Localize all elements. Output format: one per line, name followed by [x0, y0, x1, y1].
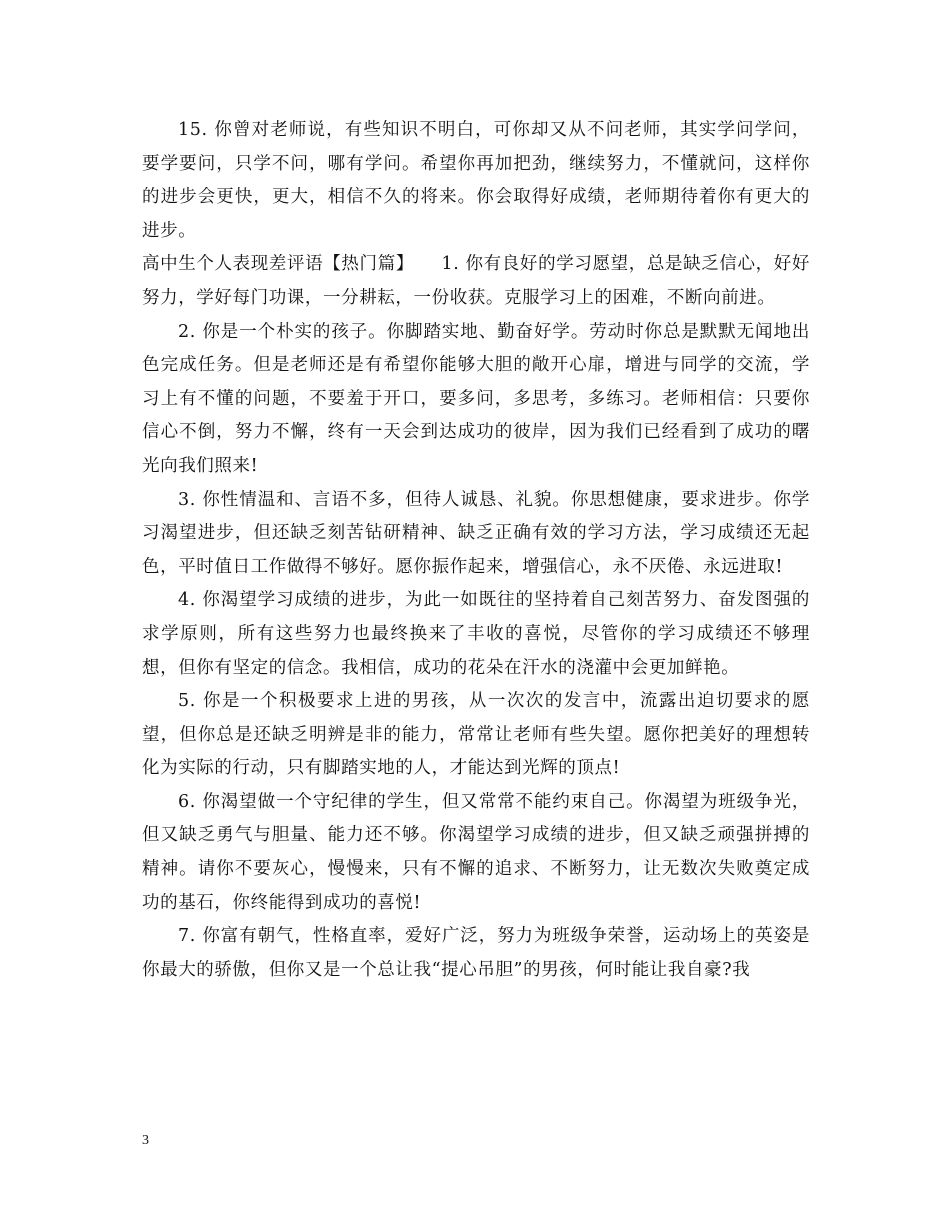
paragraph-7: 7. 你富有朝气，性格直率，爱好广泛，努力为班级争荣誉，运动场上的英姿是你最大的骄傲，但你又是一个总让我“提心吊胆”的男孩，何时能让我自豪?我 — [142, 926, 810, 980]
page-number: 3 — [142, 1133, 149, 1148]
paragraph-3: 3. 你性情温和、言语不多，但待人诚恳、礼貌。你思想健康，要求进步。你学习渴望进步，但还缺乏刻苦钻研精神、缺乏正确有效的学习方法，学习成绩还无起色，平时值日工作做得不够好。愿你振作起来，增强信心，永不厌倦、永远进取! — [142, 489, 810, 577]
paragraph-4: 4. 你渴望学习成绩的进步，为此一如既往的坚持着自己刻苦努力、奋发图强的求学原则，所有这些努力也最终换来了丰收的喜悦，尽管你的学习成绩还不够理想，但你有坚定的信念。我相信，成功的花朵在汗水的浇灌中会更加鲜艳。 — [142, 590, 810, 678]
document-body — [142, 114, 810, 987]
paragraph-15: 15. 你曾对老师说，有些知识不明白，可你却又从不问老师，其实学问学问，要学要问，只学不问，哪有学问。希望你再加把劲，继续努力，不懂就问，这样你的进步会更快，更大，相信不久的将来。你会取得好成绩，老师期待着你有更大的进步。 — [142, 120, 810, 241]
paragraph-2: 2. 你是一个朴实的孩子。你脚踏实地、勤奋好学。劳动时你总是默默无闻地出色完成任务。但是老师还是有希望你能够大胆的敞开心扉，增进与同学的交流，学习上有不懂的问题，不要羞于开口，要多问，多思考，多练习。老师相信：只要你信心不倒，努力不懈，终有一天会到达成功的彼岸，因为我们已经看到了成功的曙光向我们照来! — [142, 321, 810, 476]
section-heading-paragraph: 高中生个人表现差评语【热门篇】 1. 你有良好的学习愿望，总是缺乏信心，好好努力，学好每门功课，一分耕耘，一份收获。克服学习上的困难，不断向前进。 — [142, 254, 810, 308]
paragraph-6: 6. 你渴望做一个守纪律的学生，但又常常不能约束自己。你渴望为班级争光，但又缺乏勇气与胆量、能力还不够。你渴望学习成绩的进步，但又缺乏顽强拼搏的精神。请你不要灰心，慢慢来，只有不懈的追求、不断努力，让无数次失败奠定成功的基石，你终能得到成功的喜悦! — [142, 791, 810, 913]
paragraph-5: 5. 你是一个积极要求上进的男孩，从一次次的发言中，流露出迫切要求的愿望，但你总是还缺乏明辨是非的能力，常常让老师有些失望。愿你把美好的理想转化为实际的行动，只有脚踏实地的人，才能达到光辉的顶点! — [142, 691, 810, 779]
